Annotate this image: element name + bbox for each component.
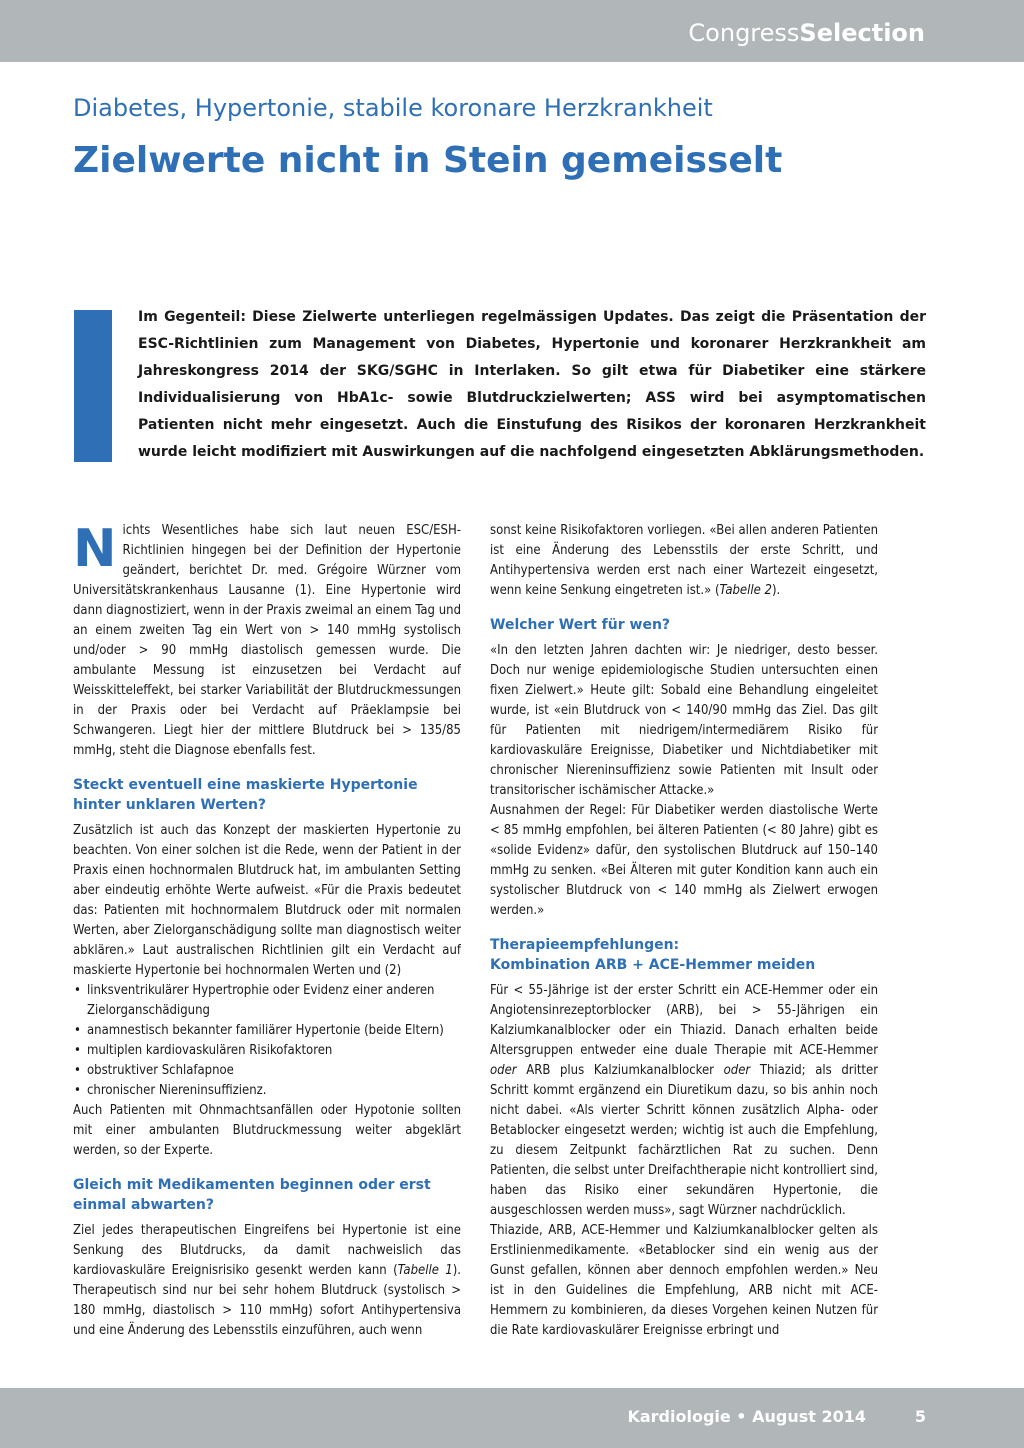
- page-number: 5: [914, 1407, 926, 1426]
- right-column: [490, 521, 878, 1369]
- paragraph-text: Für < 55-Jährige ist der erster Schritt ein ACE-Hemmer oder ein Angiotensinrezeptorblocker (ARB), bei > 55-Jährigen ein Kalziumkanalblocker oder ein Thiazid. Danach erhalten beide Altersgruppen entweder eine duale Therapie mit ACE-Hemmer: [490, 983, 878, 1058]
- lead-initial-bar: [74, 310, 112, 462]
- brand-logo: [688, 16, 925, 50]
- table-reference: Tabelle 2: [719, 583, 772, 598]
- paragraph-text: Ziel jedes therapeutischen Eingreifens bei Hypertonie ist eine Senkung des Blutdrucks, da damit nachweislich das kardiovaskuläre Ereignisrisiko gesenkt werden kann (: [73, 1223, 461, 1278]
- section-heading: Welcher Wert für wen?: [490, 617, 671, 633]
- section-heading: [490, 935, 878, 975]
- paragraph: Zusätzlich ist auch das Konzept der maskierten Hypertonie zu beachten. Von einer solchen ist die Rede, wenn der Patient in der Praxis einen hochnormalen Blutdruck hat, im ambulanten Setting aber eindeutig erhöhte Werte aufweist. «Für die Praxis bedeutet das: Patienten mit hochnormalem Blutdruck oder mit normalen Werten, aber Zielorganschädigung sollte man diagnostisch weiter abklären.» Laut australischen Richtlinien gilt ein Verdacht auf maskierte Hypertonie bei hochnormalen Werten und (2): [73, 823, 461, 978]
- bullet-list: [73, 981, 461, 1101]
- article-title: Zielwerte nicht in Stein gemeisselt: [73, 140, 783, 181]
- left-column: [73, 521, 461, 1369]
- list-item: • chronischer Niereninsuffizienz.: [73, 1081, 461, 1101]
- section-heading: Gleich mit Medikamenten beginnen oder erst einmal abwarten?: [73, 1177, 431, 1213]
- section-heading-line: Kombination ARB + ACE-Hemmer meiden: [490, 957, 816, 973]
- emphasis: oder: [723, 1063, 751, 1078]
- brand-logo-bold: Selection: [799, 19, 925, 47]
- paragraph: «In den letzten Jahren dachten wir: Je niedriger, desto besser. Doch nur wenige epidemiologische Studien untersuchten einen fixen Zielwert.» Heute gilt: Sobald eine Behandlung eingeleitet wurde, ist «ein Blutdruck von < 140/90 mmHg das Ziel. Das gilt für Patienten mit niedrigem/intermediärem Risiko für kardiovaskuläre Ereignisse, Diabetiker und Nichtdiabetiker mit chronischer Niereninsuffizienz sowie Patienten mit Insult oder transitorischer ischämischer Attacke.»: [490, 643, 878, 798]
- list-item: • obstruktiver Schlafapnoe: [73, 1061, 461, 1081]
- paragraph-text: sonst keine Risikofaktoren vorliegen. «Bei allen anderen Patienten ist eine Änderung des Lebensstils der erste Schritt, und Antihypertensiva werden erst nach einer Wartezeit eingesetzt, wenn keine Senkung eingetreten ist.» (: [490, 523, 878, 598]
- list-item: • anamnestisch bekannter familiärer Hypertonie (beide Eltern): [73, 1021, 461, 1041]
- article-supertitle: Diabetes, Hypertonie, stabile koronare Herzkrankheit: [73, 94, 713, 122]
- footer-journal: Kardiologie • August 2014: [627, 1407, 866, 1426]
- paragraph: Ausnahmen der Regel: Für Diabetiker werden diastolische Werte < 85 mmHg empfohlen, bei älteren Patienten (< 80 Jahre) gibt es «solide Evidenz» dafür, den systolischen Blutdruck auf 150–140 mmHg zu senken. «Bei Älteren mit guter Kondition kann auch ein systolischer Blutdruck von < 140 mmHg als Zielwert erwogen werden.»: [490, 803, 878, 918]
- paragraph-text: ARB plus Kalziumkanalblocker: [516, 1063, 724, 1078]
- paragraph: [73, 521, 461, 761]
- paragraph-text: ichts Wesentliches habe sich laut neuen ESC/ESH-Richtlinien hingegen bei der Definition der Hypertonie geändert, berichtet Dr. med. Grégoire Würzner vom Universitätskrankenhaus Lausanne (1). Eine Hypertonie wird dann diagnostiziert, wenn in der Praxis zweimal an einem Tag und an einem zweiten Tag ein Wert von > 140 mmHg systolisch und/oder > 90 mmHg diastolisch gemessen wurde. Die ambulante Messung ist einzusetzen bei Verdacht auf Weisskitteleffekt, bei starker Variabilität der Blutdruckmessungen in der Praxis oder bei Verdacht auf Präeklampsie bei Schwangeren. Liegt hier der mittlere Blutdruck bei > 135/85 mmHg, steht die Diagnose ebenfalls fest.: [73, 523, 461, 758]
- section-heading: Steckt eventuell eine maskierte Hypertonie hinter unklaren Werten?: [73, 777, 418, 813]
- list-item: • linksventrikulärer Hypertrophie oder Evidenz einer anderen Zielorganschädigung: [73, 981, 461, 1021]
- list-item: • multiplen kardiovaskulären Risikofaktoren: [73, 1041, 461, 1061]
- paragraph-text: ). Therapeutisch sind nur bei sehr hohem Blutdruck (systolisch > 180 mmHg, diastolisch > 110 mmHg) sofort Antihypertensiva und eine Änderung des Lebensstils einzuführen, auch wenn: [73, 1263, 461, 1338]
- paragraph: Thiazide, ARB, ACE-Hemmer und Kalziumkanalblocker gelten als Erstlinienmedikamente. «Betablocker sind ein wenig aus der Gunst gefallen, können aber dennoch empfohlen werden.» Neu ist in den Guidelines die Empfehlung, ARB nicht mit ACE-Hemmern zu kombinieren, da dieses Vorgehen keinen Nutzen für die Rate kardiovaskulärer Ereignisse erbringt und: [490, 1223, 878, 1338]
- section-heading-line: Therapieempfehlungen:: [490, 937, 680, 953]
- drop-cap: N: [73, 521, 117, 579]
- paragraph: [490, 981, 878, 1221]
- article-lead: Im Gegenteil: Diese Zielwerte unterliegen regelmässigen Updates. Das zeigt die Präsentation der ESC-Richtlinien zum Management von Diabetes, Hypertonie und koronarer Herzkrankheit am Jahreskongress 2014 der SKG/SGHC in Interlaken. So gilt etwa für Diabetiker eine stärkere Individualisierung von HbA1c- sowie Blutdruckzielwerten; ASS wird bei asymptomatischen Patienten nicht mehr eingesetzt. Auch die Einstufung des Risikos der koronaren Herzkrankheit wurde leicht modifiziert mit Auswirkungen auf die nachfolgend eingesetzten Abklärungsmethoden.: [138, 309, 926, 460]
- table-reference: Tabelle 1: [397, 1263, 453, 1278]
- paragraph: Auch Patienten mit Ohnmachtsanfällen oder Hypotonie sollten mit einer ambulanten Blutdruckmessung weiter abgeklärt werden, so der Experte.: [73, 1103, 461, 1158]
- paragraph-text: ).: [771, 583, 781, 598]
- paragraph-text: Thiazid; als dritter Schritt kommt ergänzend ein Diuretikum dazu, so bis anhin noch nicht dabei. «Als vierter Schritt können zusätzlich Alpha- oder Betablocker eingesetzt werden; wichtig ist auch die Empfehlung, zu diesem Zeitpunkt fachärztlichen Rat zu suchen. Denn Patienten, die selbst unter Dreifachtherapie nicht kontrolliert sind, haben das Risiko einer sekundären Hypertonie, die ausgeschlossen werden muss», sagt Würzner nachdrücklich.: [490, 1063, 878, 1218]
- paragraph: [73, 1221, 461, 1341]
- footer-bar: [0, 1388, 1024, 1448]
- brand-logo-light: Congress: [688, 19, 800, 47]
- paragraph: [490, 521, 878, 601]
- emphasis: oder: [490, 1063, 517, 1078]
